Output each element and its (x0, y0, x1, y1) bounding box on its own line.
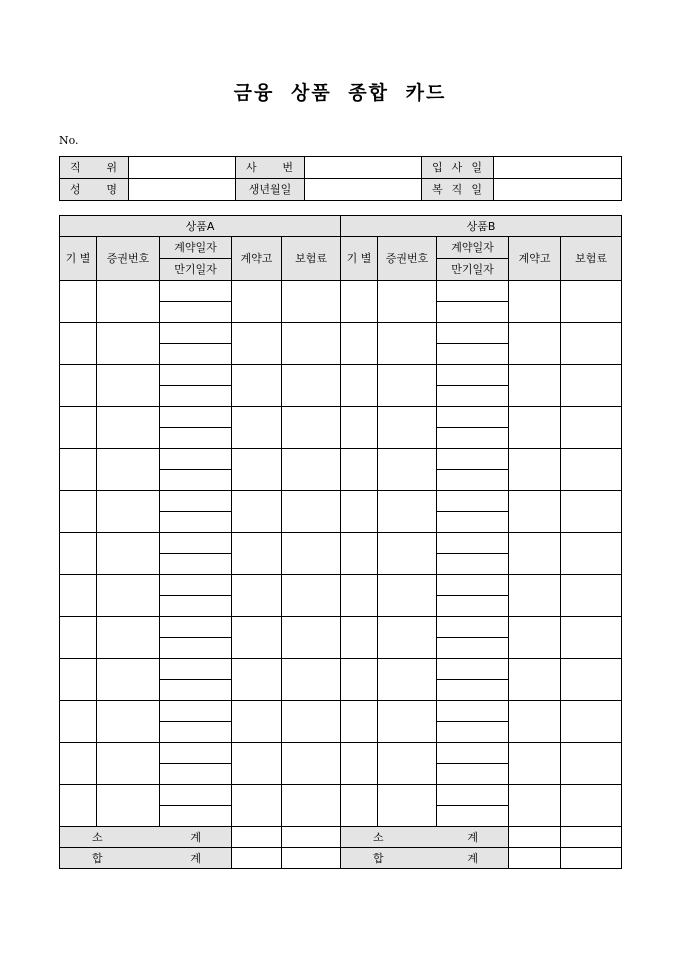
a-maturity-date-cell[interactable] (160, 470, 232, 491)
a-type-cell[interactable] (60, 743, 97, 785)
a-cert-no-cell[interactable] (97, 659, 160, 701)
b-cert-no-cell[interactable] (378, 659, 437, 701)
a-subtotal-premium[interactable] (282, 827, 341, 848)
b-cert-no-cell[interactable] (378, 449, 437, 491)
b-contract-amount-cell[interactable] (509, 449, 561, 491)
a-contract-date-cell[interactable] (160, 659, 232, 680)
number-label: No. (59, 134, 79, 147)
b-contract-date-cell[interactable] (437, 449, 509, 470)
a-contract-amount-cell[interactable] (232, 323, 282, 365)
b-maturity-date-cell[interactable] (437, 470, 509, 491)
b-contract-amount-cell[interactable] (509, 701, 561, 743)
entry-row (60, 785, 622, 806)
a-contract-date-cell[interactable] (160, 407, 232, 428)
b-contract-date-cell[interactable] (437, 407, 509, 428)
entry-row (60, 575, 622, 596)
b-premium-header: 보험료 (561, 237, 622, 281)
a-type-cell[interactable] (60, 575, 97, 617)
a-premium-cell[interactable] (282, 491, 341, 533)
name-label: 성 명 (60, 179, 129, 201)
a-contract-amount-cell[interactable] (232, 575, 282, 617)
name-field[interactable] (129, 179, 236, 201)
a-total-label: 합 계 (60, 848, 232, 869)
a-maturity-date-cell[interactable] (160, 302, 232, 323)
a-contract-amount-cell[interactable] (232, 533, 282, 575)
b-type-cell[interactable] (341, 743, 378, 785)
b-maturity-date-cell[interactable] (437, 638, 509, 659)
a-cert-no-cell[interactable] (97, 365, 160, 407)
a-total-premium[interactable] (282, 848, 341, 869)
b-cert-no-cell[interactable] (378, 743, 437, 785)
a-type-header: 기 별 (60, 237, 97, 281)
b-premium-cell[interactable] (561, 785, 622, 827)
a-type-cell[interactable] (60, 491, 97, 533)
a-contract-date-cell[interactable] (160, 365, 232, 386)
a-maturity-date-cell[interactable] (160, 386, 232, 407)
reinstate-date-label: 복 직 일 (422, 179, 494, 201)
a-contract-date-cell[interactable] (160, 491, 232, 512)
a-type-cell[interactable] (60, 659, 97, 701)
a-cert-no-cell[interactable] (97, 407, 160, 449)
b-type-cell[interactable] (341, 323, 378, 365)
a-contract-date-cell[interactable] (160, 575, 232, 596)
b-type-cell[interactable] (341, 659, 378, 701)
a-premium-cell[interactable] (282, 701, 341, 743)
b-premium-cell[interactable] (561, 491, 622, 533)
b-type-header: 기 별 (341, 237, 378, 281)
emp-no-field[interactable] (305, 157, 422, 179)
a-contract-amount-header: 계약고 (232, 237, 282, 281)
b-contract-date-cell[interactable] (437, 533, 509, 554)
entry-row (60, 449, 622, 470)
b-maturity-date-cell[interactable] (437, 302, 509, 323)
b-maturity-date-cell[interactable] (437, 764, 509, 785)
a-type-cell[interactable] (60, 701, 97, 743)
b-subtotal-amount[interactable] (509, 827, 561, 848)
a-contract-amount-cell[interactable] (232, 491, 282, 533)
a-contract-date-cell[interactable] (160, 785, 232, 806)
a-contract-amount-cell[interactable] (232, 785, 282, 827)
employee-info-table (59, 156, 622, 201)
b-maturity-date-cell[interactable] (437, 722, 509, 743)
b-contract-date-cell[interactable] (437, 701, 509, 722)
a-maturity-date-cell[interactable] (160, 428, 232, 449)
entry-row (60, 617, 622, 638)
b-premium-cell[interactable] (561, 281, 622, 323)
b-premium-cell[interactable] (561, 743, 622, 785)
a-type-cell[interactable] (60, 407, 97, 449)
a-maturity-date-cell[interactable] (160, 722, 232, 743)
a-contract-amount-cell[interactable] (232, 407, 282, 449)
b-contract-amount-cell[interactable] (509, 743, 561, 785)
b-contract-date-cell[interactable] (437, 785, 509, 806)
entry-row (60, 743, 622, 764)
b-premium-cell[interactable] (561, 365, 622, 407)
join-date-field[interactable] (494, 157, 622, 179)
a-contract-amount-cell[interactable] (232, 449, 282, 491)
a-cert-no-cell[interactable] (97, 533, 160, 575)
a-premium-cell[interactable] (282, 785, 341, 827)
b-type-cell[interactable] (341, 701, 378, 743)
a-total-amount[interactable] (232, 848, 282, 869)
b-premium-cell[interactable] (561, 659, 622, 701)
entry-row (60, 701, 622, 722)
a-premium-cell[interactable] (282, 617, 341, 659)
b-premium-cell[interactable] (561, 449, 622, 491)
a-maturity-date-cell[interactable] (160, 344, 232, 365)
b-type-cell[interactable] (341, 617, 378, 659)
a-maturity-date-cell[interactable] (160, 806, 232, 827)
position-field[interactable] (129, 157, 236, 179)
a-premium-cell[interactable] (282, 743, 341, 785)
b-maturity-date-header: 만기일자 (437, 259, 509, 281)
a-contract-amount-cell[interactable] (232, 743, 282, 785)
b-maturity-date-cell[interactable] (437, 806, 509, 827)
b-maturity-date-cell[interactable] (437, 386, 509, 407)
b-maturity-date-cell[interactable] (437, 344, 509, 365)
a-contract-date-cell[interactable] (160, 281, 232, 302)
b-maturity-date-cell[interactable] (437, 596, 509, 617)
a-cert-no-cell[interactable] (97, 701, 160, 743)
a-cert-no-cell[interactable] (97, 491, 160, 533)
b-total-premium[interactable] (561, 848, 622, 869)
b-contract-date-header: 계약일자 (437, 237, 509, 259)
b-contract-amount-cell[interactable] (509, 533, 561, 575)
b-premium-cell[interactable] (561, 407, 622, 449)
b-contract-date-cell[interactable] (437, 575, 509, 596)
b-contract-amount-cell[interactable] (509, 323, 561, 365)
a-maturity-date-cell[interactable] (160, 596, 232, 617)
a-cert-no-cell[interactable] (97, 617, 160, 659)
b-premium-cell[interactable] (561, 533, 622, 575)
b-type-cell[interactable] (341, 449, 378, 491)
a-type-cell[interactable] (60, 323, 97, 365)
b-type-cell[interactable] (341, 491, 378, 533)
entry-row (60, 281, 622, 302)
b-type-cell[interactable] (341, 407, 378, 449)
b-contract-date-cell[interactable] (437, 743, 509, 764)
b-type-cell[interactable] (341, 785, 378, 827)
b-maturity-date-cell[interactable] (437, 680, 509, 701)
b-type-cell[interactable] (341, 533, 378, 575)
b-type-cell[interactable] (341, 575, 378, 617)
a-cert-no-cell[interactable] (97, 281, 160, 323)
a-premium-cell[interactable] (282, 449, 341, 491)
b-contract-amount-cell[interactable] (509, 785, 561, 827)
a-contract-date-cell[interactable] (160, 743, 232, 764)
product-a-title: 상품A (60, 216, 341, 237)
entry-row (60, 533, 622, 554)
b-type-cell[interactable] (341, 281, 378, 323)
b-premium-cell[interactable] (561, 323, 622, 365)
a-type-cell[interactable] (60, 365, 97, 407)
a-contract-date-header: 계약일자 (160, 237, 232, 259)
b-total-amount[interactable] (509, 848, 561, 869)
entry-row (60, 659, 622, 680)
reinstate-date-field[interactable] (494, 179, 622, 201)
a-cert-no-header: 증권번호 (97, 237, 160, 281)
b-contract-amount-cell[interactable] (509, 491, 561, 533)
a-contract-date-cell[interactable] (160, 533, 232, 554)
b-subtotal-premium[interactable] (561, 827, 622, 848)
a-maturity-date-cell[interactable] (160, 554, 232, 575)
b-cert-no-cell[interactable] (378, 785, 437, 827)
a-cert-no-cell[interactable] (97, 449, 160, 491)
a-premium-cell[interactable] (282, 323, 341, 365)
a-maturity-date-cell[interactable] (160, 764, 232, 785)
a-premium-cell[interactable] (282, 281, 341, 323)
a-cert-no-cell[interactable] (97, 575, 160, 617)
a-premium-cell[interactable] (282, 659, 341, 701)
a-maturity-date-header: 만기일자 (160, 259, 232, 281)
b-cert-no-cell[interactable] (378, 407, 437, 449)
b-total-label: 합 계 (341, 848, 509, 869)
b-subtotal-label: 소 계 (341, 827, 509, 848)
b-contract-amount-header: 계약고 (509, 237, 561, 281)
a-subtotal-amount[interactable] (232, 827, 282, 848)
a-type-cell[interactable] (60, 617, 97, 659)
a-maturity-date-cell[interactable] (160, 638, 232, 659)
b-premium-cell[interactable] (561, 617, 622, 659)
birth-field[interactable] (305, 179, 422, 201)
b-maturity-date-cell[interactable] (437, 512, 509, 533)
a-contract-amount-cell[interactable] (232, 617, 282, 659)
a-premium-cell[interactable] (282, 533, 341, 575)
a-contract-amount-cell[interactable] (232, 365, 282, 407)
product-table (59, 215, 622, 869)
entry-row (60, 365, 622, 386)
birth-label: 생년월일 (236, 179, 305, 201)
a-contract-amount-cell[interactable] (232, 659, 282, 701)
b-contract-amount-cell[interactable] (509, 407, 561, 449)
a-type-cell[interactable] (60, 785, 97, 827)
a-premium-cell[interactable] (282, 365, 341, 407)
a-cert-no-cell[interactable] (97, 785, 160, 827)
join-date-label: 입 사 일 (422, 157, 494, 179)
a-type-cell[interactable] (60, 449, 97, 491)
a-premium-header: 보험료 (282, 237, 341, 281)
a-premium-cell[interactable] (282, 407, 341, 449)
product-b-title: 상품B (341, 216, 622, 237)
b-contract-amount-cell[interactable] (509, 281, 561, 323)
a-premium-cell[interactable] (282, 575, 341, 617)
entry-row (60, 407, 622, 428)
b-maturity-date-cell[interactable] (437, 428, 509, 449)
a-contract-date-cell[interactable] (160, 617, 232, 638)
b-cert-no-cell[interactable] (378, 701, 437, 743)
a-contract-date-cell[interactable] (160, 449, 232, 470)
b-contract-date-cell[interactable] (437, 617, 509, 638)
b-contract-date-cell[interactable] (437, 365, 509, 386)
b-cert-no-cell[interactable] (378, 491, 437, 533)
entry-row (60, 323, 622, 344)
a-type-cell[interactable] (60, 533, 97, 575)
b-cert-no-cell[interactable] (378, 575, 437, 617)
a-contract-amount-cell[interactable] (232, 701, 282, 743)
a-maturity-date-cell[interactable] (160, 680, 232, 701)
b-contract-date-cell[interactable] (437, 491, 509, 512)
b-premium-cell[interactable] (561, 575, 622, 617)
b-contract-amount-cell[interactable] (509, 575, 561, 617)
b-cert-no-cell[interactable] (378, 323, 437, 365)
page-title: 금융 상품 종합 카드 (233, 82, 447, 104)
b-type-cell[interactable] (341, 365, 378, 407)
b-contract-amount-cell[interactable] (509, 659, 561, 701)
position-label: 직 위 (60, 157, 129, 179)
a-contract-date-cell[interactable] (160, 323, 232, 344)
a-type-cell[interactable] (60, 281, 97, 323)
a-contract-date-cell[interactable] (160, 701, 232, 722)
b-cert-no-cell[interactable] (378, 533, 437, 575)
a-cert-no-cell[interactable] (97, 743, 160, 785)
b-maturity-date-cell[interactable] (437, 554, 509, 575)
emp-no-label: 사 번 (236, 157, 305, 179)
b-contract-date-cell[interactable] (437, 281, 509, 302)
b-contract-date-cell[interactable] (437, 323, 509, 344)
b-premium-cell[interactable] (561, 701, 622, 743)
a-subtotal-label: 소 계 (60, 827, 232, 848)
a-maturity-date-cell[interactable] (160, 512, 232, 533)
b-cert-no-header: 증권번호 (378, 237, 437, 281)
b-contract-date-cell[interactable] (437, 659, 509, 680)
b-cert-no-cell[interactable] (378, 617, 437, 659)
b-contract-amount-cell[interactable] (509, 365, 561, 407)
b-cert-no-cell[interactable] (378, 365, 437, 407)
a-cert-no-cell[interactable] (97, 323, 160, 365)
entry-row (60, 491, 622, 512)
b-cert-no-cell[interactable] (378, 281, 437, 323)
a-contract-amount-cell[interactable] (232, 281, 282, 323)
b-contract-amount-cell[interactable] (509, 617, 561, 659)
